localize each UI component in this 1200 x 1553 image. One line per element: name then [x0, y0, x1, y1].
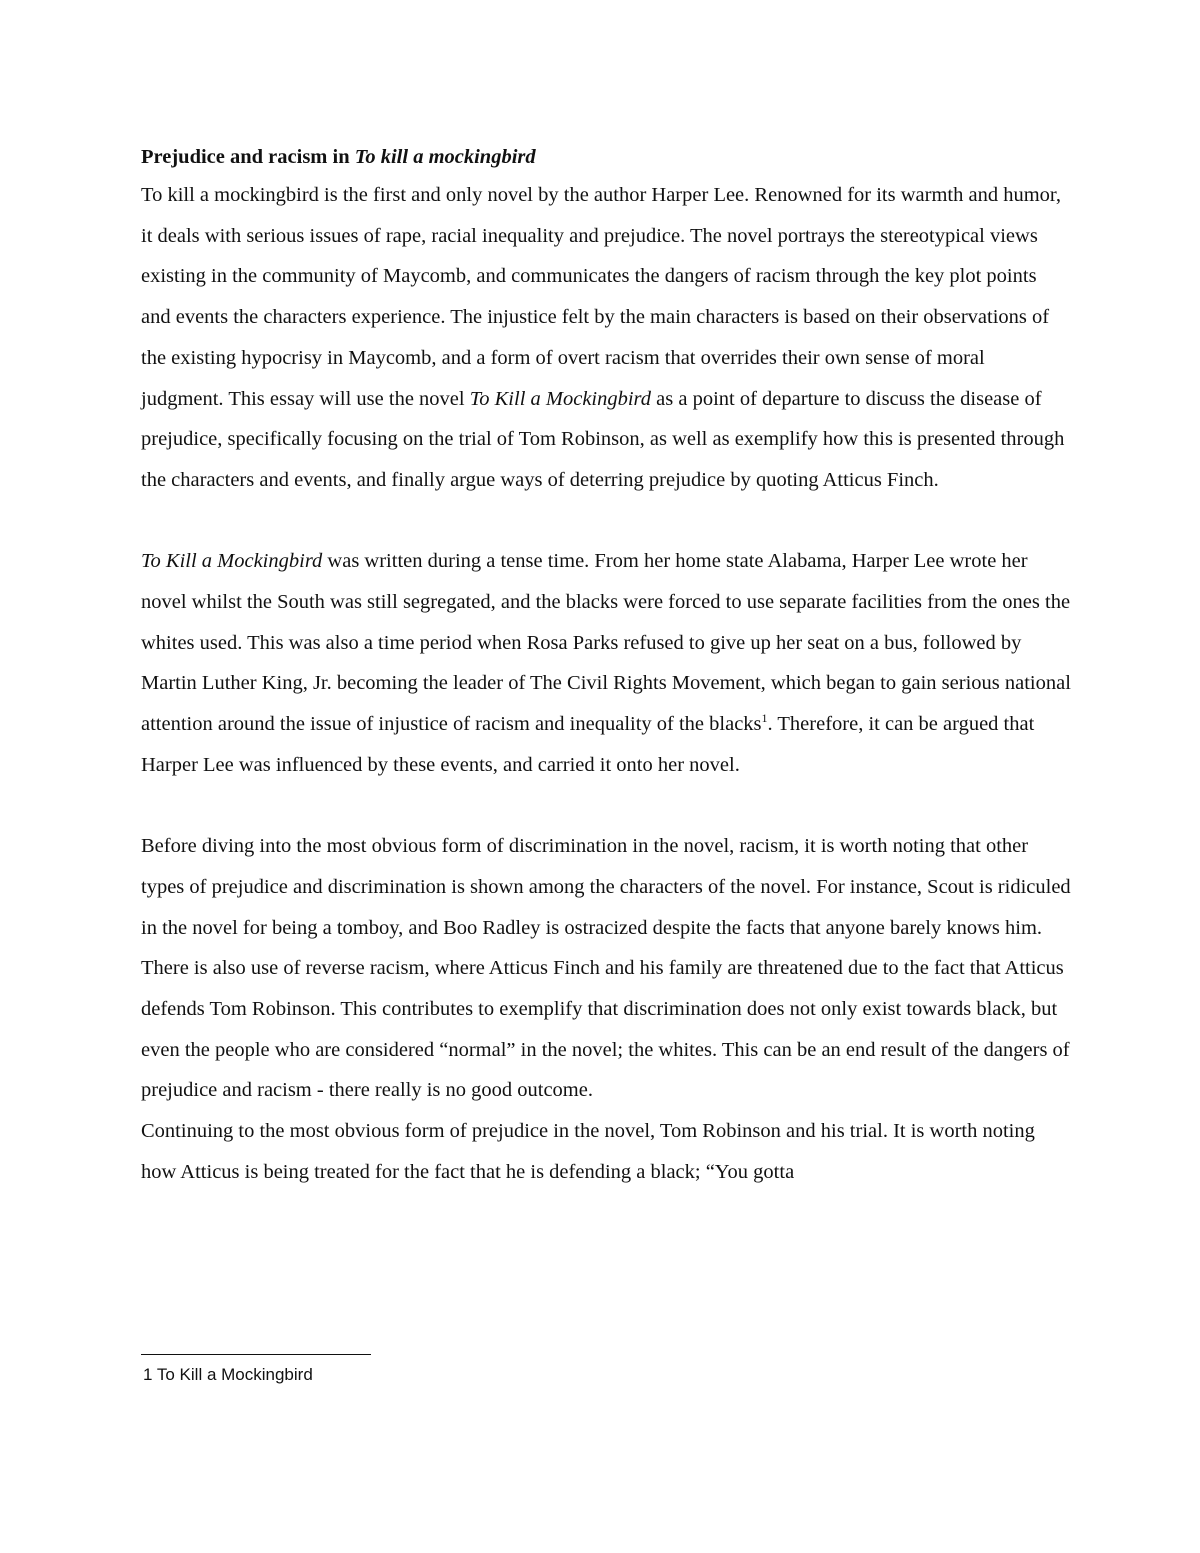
paragraph-1-book-title: To Kill a Mockingbird: [469, 387, 652, 410]
title-book-name: To kill a mockingbird: [354, 146, 536, 168]
paragraph-tom-robinson-trial: Continuing to the most obvious form of prejudice in the novel, Tom Robinson and his trial. It is worth noting how Atticus is being treated for the fact that he is defending a black; “You gotta: [141, 1120, 1035, 1183]
paragraph-2-text-b: . Therefore, it can be argued that Harper Lee was influenced by these events, and carried it onto her novel.: [141, 713, 1035, 776]
document-title: [141, 139, 1071, 175]
footnote-text: 1 To Kill a Mockingbird: [143, 1365, 313, 1384]
paragraph-1-text-b: as a point of departure to discuss the disease of prejudice, specifically focusing on the trial of Tom Robinson, as well as exemplify how this is presented through the characters and events, and finally argue ways of deterring prejudice by quoting Atticus Finch.: [141, 387, 1065, 491]
paragraph-historical-context: [141, 541, 1071, 785]
paragraph-1-text-a: To kill a mockingbird is the first and only novel by the author Harper Lee. Renowned for its warmth and humor, it deals with serious issues of rape, racial inequality and prejudice. The novel portrays the stereotypical views existing in the community of Maycomb, and communicates the dangers of racism through the key plot points and events the characters experience. The injustice felt by the main characters is based on their observations of the existing hypocrisy in Maycomb, and a form of overt racism that overrides their own sense of moral judgment. This essay will use the novel: [141, 184, 1062, 410]
paragraph-introduction: [141, 175, 1071, 501]
paragraph-2-book-title: To Kill a Mockingbird: [141, 550, 323, 573]
document-body: [141, 139, 1071, 1193]
footnote-separator: [141, 1354, 371, 1355]
paragraph-discrimination: Before diving into the most obvious form of discrimination in the novel, racism, it is worth noting that other types of prejudice and discrimination is shown among the characters of the novel. For instance, Scout is ridiculed in the novel for being a tomboy, and Boo Radley is ostracized despite the facts that anyone barely knows him. There is also use of reverse racism, where Atticus Finch and his family are threatened due to the fact that Atticus defends Tom Robinson. This contributes to exemplify that discrimination does not only exist towards black, but even the people who are considered “normal” in the novel; the whites. This can be an end result of the dangers of prejudice and racism - there really is no good outcome.: [141, 835, 1071, 1102]
paragraph-2-text-a: was written during a tense time. From her home state Alabama, Harper Lee wrote her novel whilst the South was still segregated, and the blacks were forced to use separate facilities from the ones the whites used. This was also a time period when Rosa Parks refused to give up her seat on a bus, followed by Martin Luther King, Jr. becoming the leader of The Civil Rights Movement, which began to gain serious national attention around the issue of injustice of racism and inequality of the blacks: [141, 550, 1071, 736]
title-text: Prejudice and racism in: [141, 146, 355, 168]
footnote-reference[interactable]: 1: [761, 711, 768, 726]
